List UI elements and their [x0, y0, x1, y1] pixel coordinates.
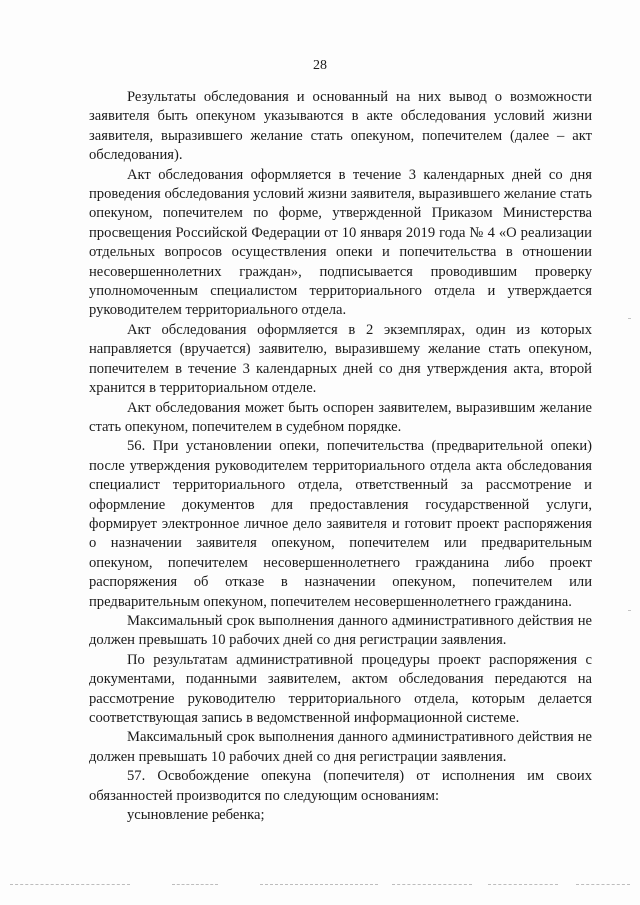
- scan-mark: [260, 884, 378, 886]
- scan-bottom-marks: [10, 884, 630, 888]
- scan-edge-mark: [628, 610, 631, 611]
- paragraph-adoption: усыновление ребенка;: [127, 807, 265, 824]
- scan-mark: [392, 884, 472, 886]
- paragraph-item-57: 57. Освобождение опекуна (попечителя) от исполнения им своих обязанностей производится по следующим основаниям:: [89, 768, 592, 804]
- paragraph-max-term-1: Максимальный срок выполнения данного административного действия не должен превышать 10 рабочих дней со дня регистрации заявления.: [89, 612, 592, 649]
- paragraph-procedure-results: По результатам административной процедуры проект распоряжения с документами, поданными заявителем, актом обследования передаются на рассмотрение руководителю территориального отдела, которым делается соответствующая запись в ведомственной информационной системе.: [89, 651, 592, 726]
- paragraph-survey-act-appeal: Акт обследования может быть оспорен заявителем, выразившим желание стать опекуном, попечителем в судебном порядке.: [89, 399, 592, 435]
- paragraph-max-term-2: Максимальный срок выполнения данного административного действия не должен превышать 10 рабочих дней со дня регистрации заявления.: [89, 729, 592, 765]
- scan-mark: [172, 884, 218, 886]
- paragraph-survey-results: Результаты обследования и основанный на них вывод о возможности заявителя быть опекуном указываются в акте обследования условий жизни заявителя, выразившего желание стать опекуном, попечителем (далее – акт обследования).: [89, 89, 592, 164]
- scan-edge-mark: [628, 318, 631, 319]
- paragraph-survey-act-copies: Акт обследования оформляется в 2 экземплярах, один из которых направляется (вручается) заявителю, выразившему желание стать опекуном, попечителем в течение 3 календарных дней со дня утверждения акта, второй хранится в территориальном отделе.: [89, 321, 592, 397]
- document-body: [89, 88, 592, 825]
- paragraph-survey-act-preparation: Акт обследования оформляется в течение 3 календарных дней со дня проведения обследования условий жизни заявителя, выразившего желание стать опекуном, попечителем по форме, утвержденной Приказом Министерства просвещения Российской Федерации от 10 января 2019 года № 4 «О реализации отдельных вопросов осуществления опеки и попечительства в отношении несовершеннолетних граждан», подписывается проводившим проверку уполномоченным специалистом территориального отдела и утверждается руководителем территориального отдела.: [89, 166, 592, 319]
- scan-mark: [10, 884, 130, 886]
- scan-mark: [488, 884, 558, 886]
- page-number: 28: [313, 58, 327, 73]
- paragraph-item-56: 56. При установлении опеки, попечительства (предварительной опеки) после утверждения руководителем территориального отдела акта обследования специалист территориального отдела, ответственный за рассмотрение и оформление документов для предоставления государственной услуги, формирует электронное личное дело заявителя и готовит проект распоряжения о назначении заявителя опекуном, попечителем или предварительным опекуном, попечителем несовершеннолетнего гражданина либо проект распоряжения об отказе в назначении опекуном, попечителем или предварительным опекуном, попечителем несовершеннолетнего гражданина.: [89, 438, 592, 610]
- scan-mark: [576, 884, 630, 886]
